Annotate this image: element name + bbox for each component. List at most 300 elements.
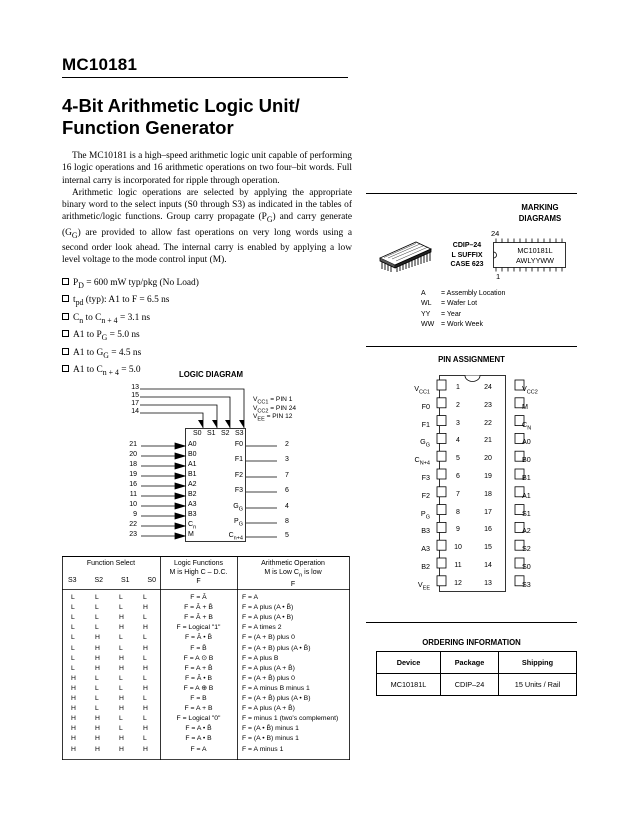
package-line-3: CASE 623 (450, 261, 484, 269)
feature-text: C (73, 312, 80, 323)
pin-box-left (437, 558, 446, 568)
marking-chip-text (495, 246, 575, 266)
ordering-rule (366, 622, 577, 623)
logic-function-cell: F = Ā • B (184, 674, 213, 682)
function-table-row (62, 654, 349, 664)
select-cell: H (71, 745, 76, 753)
pin-name-right (522, 491, 572, 500)
feature-sub: G (101, 333, 108, 343)
pin-name-left-sub: CC1 (418, 389, 430, 396)
ordering-shipping: 15 Units / Rail (499, 674, 577, 696)
select-cell: L (71, 604, 75, 612)
function-table-row (62, 684, 349, 694)
feature-text: = 4.5 ns (108, 347, 142, 358)
ordering-row (377, 674, 577, 696)
pin-name-right-text: A2 (522, 526, 531, 536)
pin-name-right-text: S1 (522, 508, 531, 518)
pin-name-right (522, 509, 572, 518)
select-cell: L (95, 624, 99, 632)
pin-name-left (334, 473, 430, 482)
logic-function-cell: F = Ā + B̄ (184, 604, 213, 612)
arithmetic-cell: F = (A + B̄) plus (A • B) (242, 695, 311, 702)
pin-number-left: 2 (456, 401, 460, 409)
pin-number-right: 21 (484, 437, 492, 445)
select-cell: L (143, 715, 147, 723)
logic-function-cell: F = B (190, 695, 207, 702)
pin-number-right: 18 (484, 490, 492, 498)
arithmetic-cell: F = A plus (A • B) (242, 614, 294, 622)
select-cell: L (71, 664, 75, 672)
select-label: S2 (221, 430, 230, 437)
input-pin-number: 19 (129, 471, 137, 478)
arithmetic-cell: F = A minus 1 (242, 745, 284, 753)
power-note-text: V (253, 396, 258, 403)
pin-name-left-text: G (420, 437, 426, 447)
pin-box-left (437, 451, 446, 461)
logic-function-cell: F = A + B (184, 705, 213, 713)
paragraph-2-text-c: ) are provided to allow fast operations on very long words using a second order look ahead. The internal carry is enabled by applying a low level voltage to the mode control input (M). (62, 227, 352, 266)
select-cell: H (95, 644, 100, 652)
pin-name-right (522, 473, 572, 482)
pin-name-left-text: B3 (421, 526, 430, 536)
logic-function-cell: F = B̄ (190, 644, 207, 652)
select-cell: H (143, 725, 148, 733)
pin-name-right (522, 402, 572, 411)
arith-header-2-sub: n (298, 572, 303, 579)
page-title (62, 95, 362, 139)
pin-name-right (522, 526, 572, 535)
pin-name-left (334, 491, 430, 500)
select-cell: L (71, 594, 75, 601)
input-signal-label-text: C (188, 521, 194, 528)
marking-legend (421, 289, 505, 331)
input-signal-label-text: B3 (188, 511, 197, 518)
feature-text: t (73, 295, 76, 306)
output-pin-number: 6 (285, 487, 289, 494)
ordering-device: MC10181L (377, 674, 441, 696)
logic-function-cell: F = Logical "0" (176, 715, 221, 723)
input-pin-number: 18 (129, 461, 137, 468)
feature-sub: D (78, 280, 84, 290)
select-cell: L (143, 695, 147, 702)
function-table-row (62, 724, 349, 734)
input-pin-number: 10 (129, 501, 137, 508)
select-cell: L (119, 594, 123, 601)
bullet-box-icon (62, 313, 69, 320)
feature-text: A1 to C (73, 365, 103, 376)
arith-header-2 (237, 568, 349, 580)
pin-number-left: 8 (456, 508, 460, 516)
power-note-sub: CC1 (257, 399, 269, 406)
input-signal-label-text: A1 (188, 461, 197, 468)
power-note-rest: = PIN 12 (264, 413, 293, 420)
bullet-box-icon (62, 365, 69, 372)
select-cell: H (119, 745, 124, 753)
feature-item (62, 328, 199, 345)
pin-number-left: 6 (456, 473, 460, 480)
select-cell: L (143, 634, 147, 642)
pin-name-left-text: P (420, 508, 426, 518)
select-columns-header (68, 577, 156, 584)
function-table-row (62, 694, 349, 704)
input-signal-label-text: B2 (188, 491, 197, 498)
arithmetic-cell: F = (A + B̄) plus 0 (242, 674, 295, 682)
feature-item (62, 346, 199, 363)
feature-text: = 5.0 ns (107, 330, 140, 341)
legend-key: WL (421, 300, 432, 308)
select-cell: H (119, 705, 124, 713)
output-pin-number: 3 (285, 456, 289, 463)
feature-text: (typ): A1 to F = 6.5 ns (83, 295, 170, 306)
arith-header-2-b: is low (302, 569, 322, 576)
input-pin-number: 22 (129, 521, 137, 528)
col-s1: S1 (120, 577, 130, 584)
col-s0: S0 (147, 577, 156, 584)
select-cell: H (95, 745, 100, 753)
pin-name-left (334, 420, 430, 429)
marking-diagrams-title (500, 203, 580, 224)
pin-name-left-sub: G (425, 514, 430, 521)
input-signal-label-text: A0 (188, 441, 197, 448)
pin-name-left (334, 437, 430, 448)
title-line-1: 4-Bit Arithmetic Logic Unit/ (62, 95, 300, 116)
input-pin-number: 21 (129, 441, 137, 448)
legend-row (421, 320, 505, 330)
pin-box-left (437, 398, 446, 408)
pin-name-left (334, 384, 430, 395)
pin-number-right: 19 (484, 473, 492, 480)
package-line-1: CDIP–24 (452, 242, 482, 249)
pin-name-right-text: A0 (522, 437, 531, 447)
logic-diagram-title: LOGIC DIAGRAM (178, 370, 244, 379)
select-cell: H (95, 715, 100, 723)
pin-number-right: 24 (484, 384, 492, 391)
marking-pin-1: 1 (496, 272, 501, 281)
legend-key: A (421, 290, 426, 297)
description (62, 150, 352, 266)
input-signal-label-text: B1 (188, 471, 197, 478)
pin-name-left-text: C (414, 455, 420, 465)
select-cell: L (119, 604, 123, 612)
paragraph-2-sub-b: G (71, 230, 78, 240)
function-table-row (62, 644, 349, 654)
ordering-header-row (377, 652, 577, 674)
output-signal-label (201, 456, 243, 463)
output-signal-label (201, 518, 243, 527)
logic-function-cell: F = A ⊕ B (183, 684, 214, 692)
pin-name-right-text: S2 (522, 544, 531, 554)
arithmetic-cell: F = A (242, 594, 259, 601)
input-signal-label (188, 511, 197, 518)
select-cell: H (143, 684, 148, 692)
pin-name-left (334, 509, 430, 520)
ordering-package: CDIP–24 (441, 674, 499, 696)
arithmetic-cell: F = minus 1 (two's complement) (242, 715, 339, 723)
select-cell: H (119, 695, 124, 702)
feature-sub: n + 4 (101, 315, 118, 325)
select-cell: H (95, 654, 100, 662)
select-cell: H (143, 624, 148, 632)
input-pin-number: 16 (129, 481, 137, 488)
power-note-sub: CC2 (257, 407, 269, 414)
select-cell: L (143, 614, 147, 622)
select-cell: H (71, 674, 76, 682)
input-signal-label (188, 471, 197, 478)
power-note (253, 413, 292, 422)
select-cell: H (71, 695, 76, 702)
pin-number-right: 20 (484, 455, 492, 463)
output-pin-number: 7 (285, 472, 289, 479)
logic-diagram-labels (105, 380, 305, 550)
output-signal-label (201, 503, 243, 512)
input-signal-label (188, 501, 197, 508)
logic-function-cell: F = A (190, 745, 207, 753)
select-cell: H (71, 705, 76, 713)
select-cell: H (119, 735, 124, 743)
input-pin-number: 11 (129, 491, 137, 498)
pin-box-left (437, 380, 446, 390)
arith-header-1: Arithmetic Operation (261, 560, 325, 567)
pin-name-right-text: B0 (522, 455, 531, 465)
pin-number-right: 17 (484, 508, 492, 516)
function-select-header: Function Select (86, 560, 136, 567)
input-signal-label (188, 441, 197, 448)
input-signal-label (188, 531, 194, 538)
logic-header-2: M is High C – D.C. (169, 569, 228, 576)
select-cell: H (95, 735, 100, 743)
select-cell: L (95, 594, 99, 601)
logic-function-cell: F = Ā (190, 594, 207, 601)
arithmetic-cell: F = (A • B) minus 1 (242, 735, 299, 743)
pin-number-left: 3 (456, 419, 460, 427)
input-signal-label-sub: n (193, 524, 197, 531)
pin-name-left-text: A3 (421, 544, 430, 554)
arithmetic-cell: F = (A + B) plus 0 (242, 634, 295, 642)
select-cell: L (95, 695, 99, 702)
pin-name-right-sub: CC2 (526, 389, 538, 396)
function-table-row (62, 603, 349, 613)
output-signal-label (201, 532, 243, 541)
input-pin-number: 23 (129, 531, 137, 538)
input-signal-label (188, 461, 197, 468)
output-signal-label-sub: G (238, 506, 243, 513)
part-number: MC10181 (62, 55, 138, 74)
function-table-row (62, 734, 349, 744)
pin-name-left-sub: N+4 (419, 460, 430, 467)
power-note-text: V (253, 404, 258, 412)
pin-name-left (334, 526, 430, 535)
input-signal-label-text: M (188, 531, 194, 538)
select-pin-number: 13 (131, 384, 139, 391)
select-cell: H (143, 705, 148, 713)
legend-value: = Work Week (441, 321, 483, 329)
pin-box-left (437, 576, 446, 586)
select-cell: H (143, 604, 148, 612)
pin-name-right (522, 437, 572, 446)
output-signal-label (201, 487, 243, 494)
select-label: S0 (193, 430, 202, 437)
input-signal-label (188, 521, 196, 530)
logic-function-cell: F = Ā • B̄ (184, 634, 213, 642)
select-cell: H (95, 664, 100, 672)
marking-rule (366, 193, 577, 194)
pin-number-left: 4 (456, 437, 460, 445)
pin-name-left (334, 402, 430, 411)
feature-text: to C (83, 312, 102, 323)
pin-name-right-sub: N (527, 425, 532, 432)
pin-name-left (334, 544, 430, 553)
pin-name-left-sub: EE (422, 585, 430, 592)
feature-text: = 600 mW typ/pkg (No Load) (83, 278, 199, 288)
input-signal-label (188, 481, 197, 488)
select-cell: H (71, 684, 76, 692)
output-signal-label-text: F1 (234, 456, 243, 463)
select-cell: L (71, 614, 75, 622)
select-cell: H (71, 725, 76, 733)
pin-name-right-text: S3 (522, 579, 531, 589)
select-cell: L (143, 594, 147, 601)
select-label: S1 (207, 430, 216, 437)
pin-number-right: 13 (484, 579, 492, 587)
arithmetic-cell: F = A plus (A • B̄) (242, 604, 294, 612)
ordering-header-device: Device (377, 652, 441, 674)
pin-name-right-text: V (522, 384, 527, 393)
pin-number-left: 11 (454, 562, 462, 569)
logic-function-cell: F = A + B̄ (184, 664, 213, 672)
description-paragraph-1: The MC10181 is a high–speed arithmetic logic unit capable of performing 16 logic operations and 16 arithmetic operations on two four–bit words. Full internal carry is incorporated for ripple through operation. (62, 151, 352, 186)
select-cell: H (143, 745, 148, 753)
output-pin-number: 5 (285, 532, 289, 539)
pin-number-right: 14 (484, 562, 492, 569)
header-rule (62, 77, 348, 78)
select-cell: L (119, 634, 123, 642)
select-cell: L (71, 634, 75, 642)
select-cell: H (95, 725, 100, 733)
pin-name-right-text: B1 (522, 473, 531, 482)
function-table-row (62, 745, 349, 755)
pin-name-right-text: M (522, 401, 528, 411)
legend-value: = Assembly Location (441, 290, 506, 297)
logic-function-cell: F = Ā + B (184, 614, 213, 622)
pin-number-right: 22 (484, 419, 492, 427)
legend-key: WW (421, 321, 435, 329)
select-cell: L (95, 705, 99, 713)
pin-assignment-rule (366, 346, 577, 347)
output-signal-label-text: G (233, 503, 239, 510)
select-cell: L (95, 614, 99, 622)
feature-text: A1 to G (73, 347, 104, 358)
pin-name-left-text: F0 (421, 401, 430, 411)
pin-box-left (437, 469, 446, 479)
select-cell: L (71, 654, 75, 662)
select-cell: H (119, 654, 124, 662)
power-note-rest: = PIN 24 (268, 404, 297, 412)
ordering-header-shipping: Shipping (499, 652, 577, 674)
feature-sub: n (79, 315, 84, 325)
select-cell: L (143, 735, 147, 743)
pin-name-right (522, 544, 572, 553)
power-note-text: V (253, 413, 258, 420)
arithmetic-cell: F = A plus (A + B̄) (242, 705, 295, 713)
pin-box-left (437, 540, 446, 550)
ordering-header-package: Package (441, 652, 499, 674)
select-cell: H (119, 664, 124, 672)
function-table-row (62, 613, 349, 623)
feature-sub: n + 4 (102, 368, 119, 378)
marking-title-line-1: MARKING (521, 203, 559, 212)
select-cell: L (119, 725, 123, 733)
cdip-package-icon (376, 238, 434, 274)
pin-name-left-text: B2 (421, 562, 430, 571)
select-cell: L (95, 674, 99, 682)
marking-pin-24: 24 (491, 229, 500, 238)
col-s2: S2 (94, 577, 104, 584)
pin-name-left-text: F2 (421, 490, 430, 500)
paragraph-2-sub-a: G (266, 215, 273, 225)
arith-header-3: F (290, 581, 296, 589)
legend-value: = Year (441, 310, 462, 318)
pin-name-left-text: F3 (421, 473, 430, 482)
pin-number-left: 5 (456, 455, 460, 463)
pin-name-right (522, 455, 572, 464)
bullet-box-icon (62, 278, 69, 285)
select-cell: L (119, 684, 123, 692)
pin-box-left (437, 433, 446, 443)
ordering-title: ORDERING INFORMATION (422, 638, 521, 647)
select-cell: H (119, 614, 124, 622)
logic-function-cell: F = A • B̄ (185, 725, 212, 733)
function-table-row (62, 664, 349, 674)
ordering-table (376, 651, 577, 696)
arithmetic-header (237, 559, 349, 589)
bullet-box-icon (62, 348, 69, 355)
select-cell: H (71, 715, 76, 723)
arithmetic-cell: F = A plus B (242, 654, 279, 662)
pin-number-left: 1 (456, 384, 460, 391)
select-cell: L (143, 654, 147, 662)
pin-box-left (437, 522, 446, 532)
power-note-sub: EE (257, 416, 265, 423)
logic-function-cell: F = A • B (185, 735, 212, 743)
logic-function-cell: F = Logical "1" (176, 624, 221, 632)
pin-name-right (522, 420, 572, 431)
output-pin-number: 2 (285, 441, 289, 448)
paragraph-2-text-b: ) and carry generate (G (62, 212, 352, 238)
package-line-2: L SUFFIX (451, 251, 483, 259)
legend-value: = Wafer Lot (441, 300, 478, 308)
output-signal-label-text: F0 (234, 441, 243, 448)
select-cell: L (119, 644, 123, 652)
legend-row (421, 310, 505, 320)
pin-name-left-sub: G (425, 442, 430, 449)
paragraph-2-text-a: Arithmetic logic operations are selected by applying the appropriate binary word to the select inputs (S0 through S3) as indicated in the tables of arithmetic/logic functions. Group carry propagate (P (62, 187, 352, 223)
feature-item (62, 311, 199, 328)
marking-title-line-2: DIAGRAMS (518, 213, 562, 223)
select-cell: L (143, 674, 147, 682)
select-pin-number: 17 (131, 400, 139, 407)
select-cell: H (143, 664, 148, 672)
select-cell: L (95, 604, 99, 612)
pin-name-right-text: S0 (522, 562, 531, 571)
input-signal-label-text: A2 (188, 481, 197, 488)
pin-name-left-text: V (417, 579, 423, 589)
arithmetic-cell: F = A times 2 (242, 624, 282, 632)
pin-name-right-text: A1 (522, 490, 531, 500)
feature-text: A1 to P (73, 330, 102, 341)
select-cell: L (119, 674, 123, 682)
select-cell: L (95, 684, 99, 692)
pin-box-left (437, 505, 446, 515)
